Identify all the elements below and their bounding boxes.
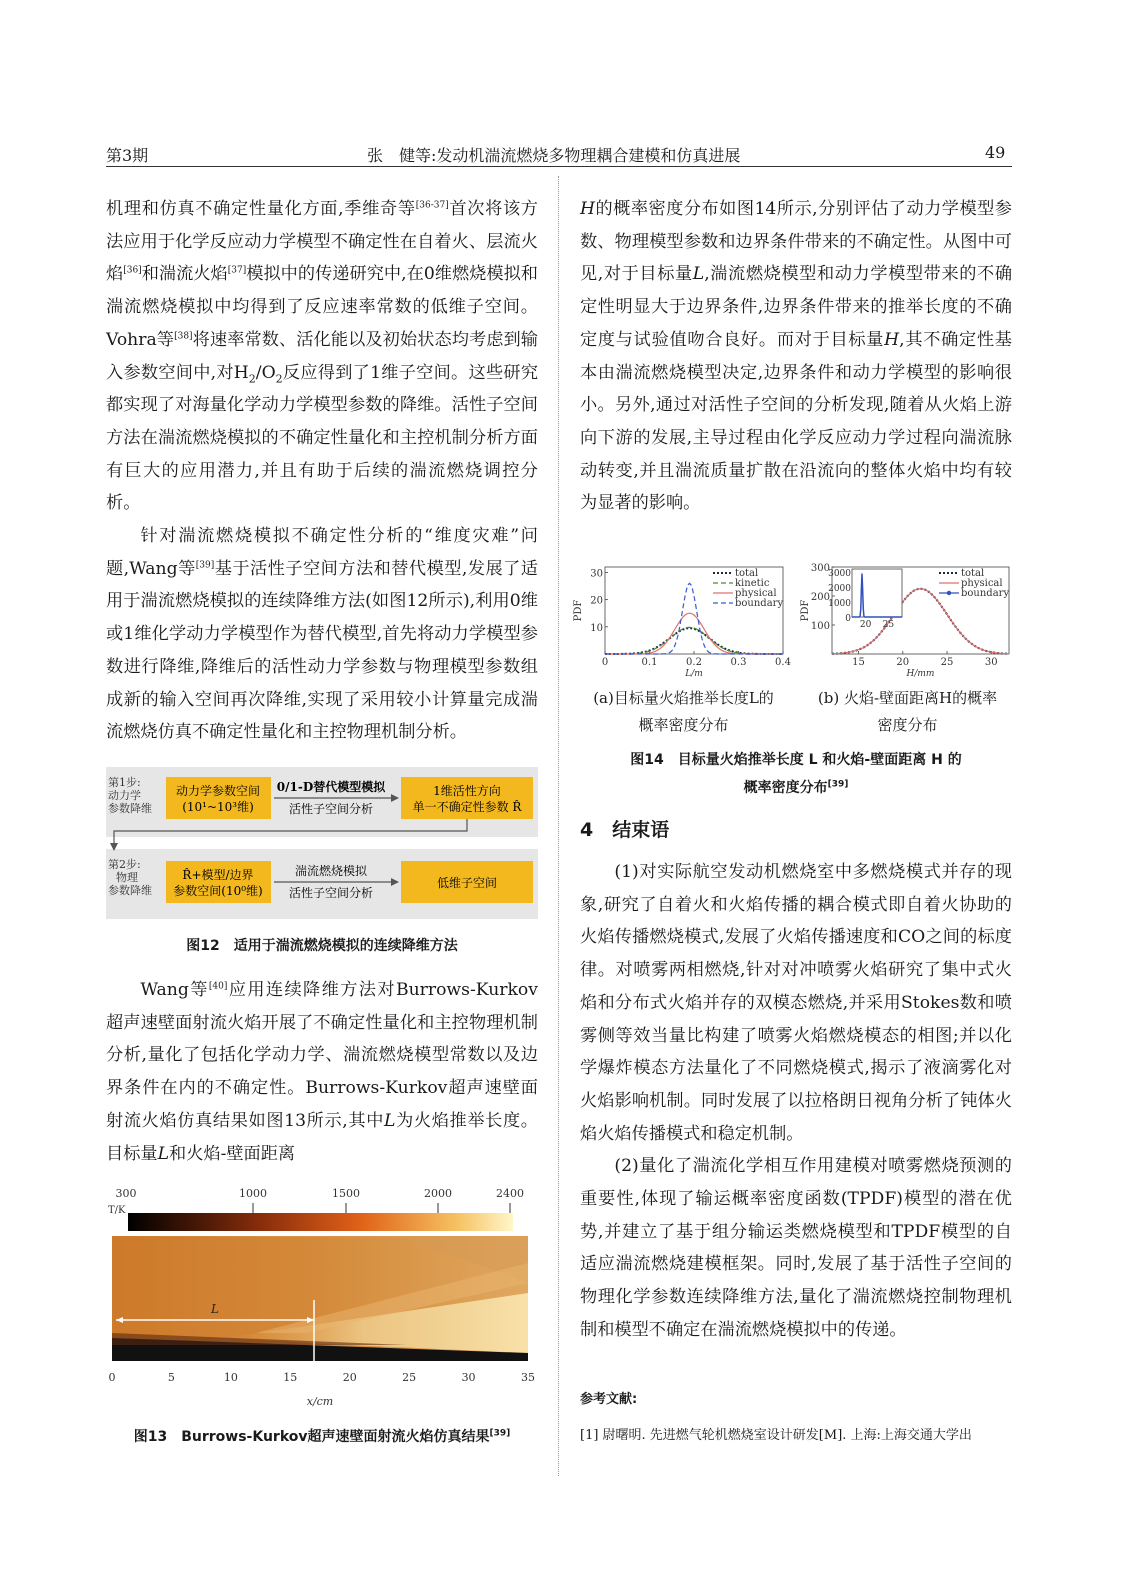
series-line-physical — [605, 613, 783, 654]
series-line-kinetic — [605, 627, 783, 654]
page-number: 49 — [985, 143, 1006, 162]
x-tick-label: 0 — [108, 1371, 116, 1384]
svg-text:物理: 物理 — [116, 871, 138, 884]
y-tick-label: 20 — [590, 595, 603, 607]
x-tick-label: 15 — [283, 1371, 298, 1384]
inset-y-tick-label: 2000 — [828, 584, 851, 594]
caption-line2: 概率密度分布 — [743, 780, 828, 796]
y-axis-label: PDF — [573, 599, 584, 622]
figure-14-caption — [580, 746, 1012, 802]
label-surrogate: 0/1-D替代模型模拟 — [276, 780, 386, 794]
right-column-bottom — [580, 856, 1012, 1347]
legend-marker — [947, 591, 951, 595]
cbar-tick: 2000 — [424, 1187, 452, 1200]
box-active-direction: 1维活性方向 — [433, 784, 501, 798]
figure-12-caption: 图12 适用于湍流燃烧模拟的连续降维方法 — [186, 938, 458, 954]
subcap-b-line2: 密度分布 — [877, 716, 938, 734]
svg-text:参数降维: 参数降维 — [108, 884, 152, 897]
section-heading: 4 结束语 — [580, 819, 670, 841]
cbar-tick: 1500 — [332, 1187, 360, 1200]
x-tick-label: 5 — [167, 1371, 175, 1384]
x-tick-label: 0 — [601, 657, 609, 668]
box-model-boundary: R̂+模型/边界 — [182, 868, 254, 882]
citation: [39] — [827, 779, 849, 790]
box-kinetic-dim: (10¹~10³维) — [182, 800, 254, 814]
x-tick-label: 20 — [896, 657, 910, 668]
column-separator — [558, 176, 559, 1476]
legend-label: physical — [961, 578, 1003, 589]
caption-text: 图13 Burrows-Kurkov超声速壁面射流火焰仿真结果 — [133, 1429, 490, 1445]
label-turbulent-sim: 湍流燃烧模拟 — [294, 864, 368, 878]
legend-label: physical — [735, 588, 777, 599]
figure-13 — [106, 1183, 538, 1413]
inset-y-tick-label: 3000 — [828, 569, 851, 579]
inset-y-tick-label: 0 — [845, 614, 851, 624]
cbar-tick: 1000 — [239, 1187, 267, 1200]
x-tick-label: 25 — [940, 657, 954, 668]
x-axis-label: H/mm — [906, 669, 935, 679]
references-heading: 参考文献: — [580, 1392, 638, 1407]
reference-item: [1] 尉曙明. 先进燃气轮机燃烧室设计研发[M]. 上海:上海交通大学出 — [580, 1428, 972, 1443]
legend-label: kinetic — [735, 578, 770, 589]
svg-text:第1步:: 第1步: — [108, 776, 141, 789]
colorbar — [128, 1213, 513, 1231]
figure-13-caption — [106, 1426, 538, 1446]
inset-y-tick-label: 1000 — [828, 599, 851, 609]
x-tick-label: 30 — [461, 1371, 476, 1384]
figure-13-contour — [106, 1183, 538, 1413]
x-axis-label: x/cm — [306, 1395, 334, 1408]
box-low-dim: 低维子空间 — [436, 876, 498, 890]
running-title: 张 健等:发动机湍流燃烧多物理耦合建模和仿真进展 — [367, 146, 741, 165]
x-tick-label: 20 — [342, 1371, 357, 1384]
paragraph: H的概率密度分布如图14所示,分别评估了动力学模型参数、物理模型参数和边界条件带来的不确定性。从图中可见,对于目标量L,湍流燃烧模型和动力学模型带来的不确定性明显大于边界条件,边界条件带来的推举长度的不确定度与试验值吻合良好。而对于目标量H,其不确定性基本由湍流燃烧模型决定,边界条件和动力学模型的影响很小。另外,通过对活性子空间的分析发现,随着从火焰上游向下游的发展,主导过程由化学反应动力学过程向湍流脉动转变,并且湍流质量扩散在沿流向的整体火焰中均有较为显著的影响。 — [580, 199, 1013, 514]
figure-12-flowchart — [106, 767, 538, 920]
figure-12 — [106, 767, 538, 920]
x-tick-label: 0.4 — [775, 657, 791, 668]
citation: [39] — [489, 1428, 511, 1439]
right-column-top — [580, 193, 1012, 520]
box-single-param: 单一不确定性参数 R̂ — [412, 800, 522, 814]
figure-14-charts — [575, 555, 1015, 690]
issue-number: 第3期 — [106, 146, 149, 165]
inset-frame — [852, 569, 902, 617]
cbar-unit: T/K — [108, 1205, 126, 1216]
paragraph: (2)量化了湍流化学相互作用建模对喷雾燃烧预测的重要性,体现了输运概率密度函数(TPDF)模型的潜在优势,并建立了基于组分输运类燃烧模型和TPDF模型的自适应湍流燃烧建模框架。同时,发展了基于活性子空间的物理化学参数连续降维方法,量化了湍流燃烧控制物理机制和模型不确定在湍流燃烧模拟中的传递。 — [580, 1156, 1012, 1340]
inset-x-tick-label: 20 — [859, 620, 872, 630]
figure-14 — [575, 555, 1015, 690]
left-column-top — [106, 193, 538, 749]
subcaption-b — [800, 685, 1015, 739]
x-tick-label: 25 — [402, 1371, 417, 1384]
header-rule — [106, 166, 1012, 167]
x-tick-label: 15 — [852, 657, 865, 668]
label-active-2: 活性子空间分析 — [288, 886, 374, 900]
subcap-a-line1: (a)目标量火焰推举长度L的 — [593, 689, 774, 707]
svg-text:第2步:: 第2步: — [108, 858, 141, 871]
y-tick-label: 10 — [590, 622, 603, 634]
L-label: L — [211, 1302, 219, 1316]
y-tick-label: 100 — [810, 621, 830, 632]
x-tick-label: 10 — [223, 1371, 238, 1384]
paragraph: 针对湍流燃烧模拟不确定性分析的“维度灾难”问题,Wang等[39]基于活性子空间方法和替代模型,发展了适用于湍流燃烧模拟的连续降维方法(如图12所示),利用0维或1维化学动力学模型作为替代模型,首先将动力学模型参数进行降维,降维后的活性动力学参数与物理模型参数组成新的输入空间再次降维,实现了采用较小计算量完成湍流燃烧仿真不确定性量化和主控物理机制分析。 — [106, 526, 538, 743]
subcap-a-line2: 概率密度分布 — [638, 716, 729, 734]
box-kinetic-space: 动力学参数空间 — [175, 784, 261, 798]
x-tick-label: 0.3 — [730, 657, 747, 668]
svg-text:动力学: 动力学 — [108, 789, 141, 802]
left-column-bottom — [106, 974, 538, 1170]
legend-label: boundary — [735, 598, 784, 609]
paragraph: Wang等[40]应用连续降维方法对Burrows-Kurkov超声速壁面射流火焰开展了不确定性量化和主控物理机制分析,量化了包括化学动力学、湍流燃烧模型常数以及边界条件在内的不确定性。Burrows-Kurkov超声速壁面射流火焰仿真结果如图13所示,其中L为火焰推举长度。目标量L和火焰-壁面距离 — [106, 980, 538, 1164]
y-tick-label: 30 — [590, 568, 603, 580]
y-tick-label: 200 — [810, 592, 830, 603]
series-line-total — [605, 628, 783, 654]
label-active-1: 活性子空间分析 — [288, 802, 374, 816]
caption-line1: 图14 目标量火焰推举长度 L 和火焰-壁面距离 H 的 — [630, 752, 962, 768]
y-axis-label: PDF — [800, 599, 811, 622]
legend-label: total — [961, 568, 985, 579]
box-param-space: 参数空间(10⁰维) — [173, 884, 263, 898]
svg-text:参数降维: 参数降维 — [108, 802, 152, 815]
x-tick-label: 35 — [521, 1371, 535, 1384]
legend-label: boundary — [961, 588, 1010, 599]
inset-x-tick-label: 25 — [882, 620, 895, 630]
y-tick-label: 300 — [810, 563, 830, 574]
x-tick-label: 0.1 — [641, 657, 658, 668]
cbar-tick: 300 — [115, 1187, 137, 1200]
subcaption-a — [576, 685, 791, 739]
x-tick-label: 30 — [984, 657, 998, 668]
subcap-b-line1: (b) 火焰-壁面距离H的概率 — [817, 689, 998, 707]
paragraph: 机理和仿真不确定性量化方面,季维奇等[36-37]首次将该方法应用于化学反应动力学模型不确定性在自着火、层流火焰[36]和湍流火焰[37]模拟中的传递研究中,在0维燃烧模拟和湍流燃烧模拟中均得到了反应速率常数的低维子空间。Vohra等[38]将速率常数、活化能以及初始状态均考虑到输入参数空间中,对$H_2/O_2$反应得到了1维子空间。这些研究都实现了对海量化学动力学模型参数的降维。活性子空间方法在湍流燃烧模拟的不确定性量化和主控机制分析方面有巨大的应用潜力,并且有助于后续的湍流燃烧调控分析。 — [106, 199, 539, 514]
x-tick-label: 0.2 — [686, 657, 702, 668]
paragraph: (1)对实际航空发动机燃烧室中多燃烧模式并存的现象,研究了自着火和火焰传播的耦合模式即自着火协助的火焰传播燃烧模式,发展了火焰传播速度和CO之间的标度律。对喷雾两相燃烧,针对对冲喷雾火焰研究了集中式火焰和分布式火焰并存的双模态燃烧,并采用Stokes数和喷雾侧等效当量比构建了喷雾火焰燃烧模态的相图;并以化学爆炸模态方法量化了不同燃烧模式,揭示了液滴雾化对火焰影响机制。同时发展了以拉格朗日视角分析了钝体火焰火焰传播模式和稳定机制。 — [580, 862, 1012, 1144]
legend-label: total — [735, 568, 759, 579]
x-axis-label: L/m — [685, 669, 703, 679]
cbar-tick: 2400 — [496, 1187, 524, 1200]
